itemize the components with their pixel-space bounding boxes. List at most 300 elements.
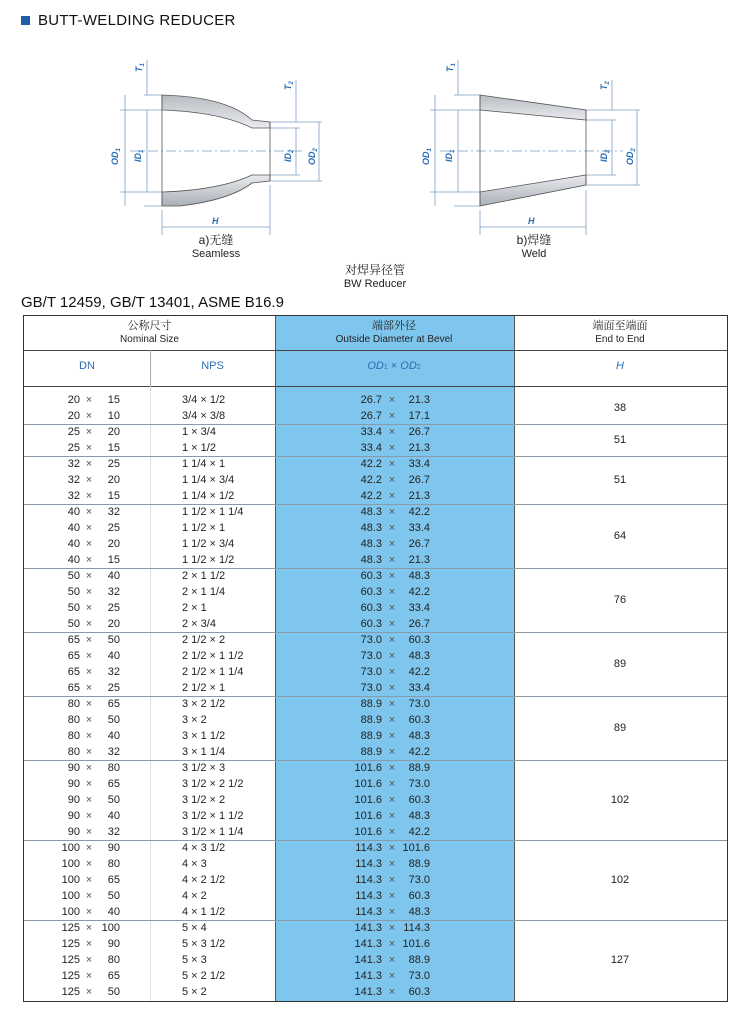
od-times: × (388, 970, 396, 982)
subheader-h (513, 360, 727, 372)
dn-minor: 10 (107, 410, 120, 422)
table-row (24, 568, 727, 584)
nps-value: 2 × 1 (182, 602, 207, 614)
bw-reducer-caption-en: BW Reducer (343, 278, 407, 290)
dn-times: × (85, 426, 93, 438)
od-times: × (388, 474, 396, 486)
od-times: × (388, 490, 396, 502)
weld-caption (474, 233, 594, 261)
nps-value: 5 × 4 (182, 922, 207, 934)
table-row (24, 920, 727, 936)
dn-major: 65 (67, 634, 80, 646)
weld-t2-label: $T_2$ (599, 81, 611, 90)
od2-value: 21.3 (408, 554, 430, 566)
nps-value: 1 1/4 × 3/4 (182, 474, 235, 486)
header-end-cn: 端面至端面 (592, 320, 648, 332)
header-divider (24, 350, 727, 351)
nps-value: 1 1/2 × 1 1/4 (182, 506, 244, 518)
dn-major: 125 (61, 922, 80, 934)
nps-value: 1 1/2 × 1 (182, 522, 226, 534)
nps-value: 4 × 3 (182, 858, 207, 870)
dn-major: 50 (67, 570, 80, 582)
subheader-od-times: × (390, 360, 398, 372)
dn-times: × (85, 858, 93, 870)
table-row (24, 680, 727, 696)
nps-value: 3/4 × 1/2 (182, 394, 226, 406)
nps-value: 3 1/2 × 2 1/2 (182, 778, 244, 790)
dn-times: × (85, 810, 93, 822)
dn-times: × (85, 650, 93, 662)
table-row (24, 984, 727, 1000)
dn-major: 40 (67, 506, 80, 518)
dn-times: × (85, 474, 93, 486)
nps-value: 2 1/2 × 1 1/4 (182, 666, 244, 678)
od2-value: 101.6 (402, 938, 430, 950)
nps-value: 3 1/2 × 2 (182, 794, 226, 806)
od1-value: 73.0 (360, 650, 382, 662)
dn-minor: 15 (107, 442, 120, 454)
od2-value: 42.2 (408, 586, 430, 598)
od2-value: 42.2 (408, 826, 430, 838)
table-row (24, 888, 727, 904)
od-times: × (388, 586, 396, 598)
dn-minor: 90 (107, 842, 120, 854)
header-od-cn: 端部外径 (372, 320, 416, 332)
od-times: × (388, 938, 396, 950)
od1-value: 26.7 (360, 410, 382, 422)
dn-times: × (85, 554, 93, 566)
subheader-divider (24, 386, 727, 387)
end-to-end-value: 102 (610, 794, 630, 806)
table-row (24, 632, 727, 648)
dn-times: × (85, 986, 93, 998)
nps-value: 4 × 2 1/2 (182, 874, 226, 886)
od2-value: 114.3 (403, 922, 430, 934)
dn-times: × (85, 602, 93, 614)
od2-value: 26.7 (408, 426, 430, 438)
od-times: × (388, 554, 396, 566)
od1-value: 33.4 (360, 426, 382, 438)
dn-major: 65 (67, 682, 80, 694)
end-to-end-value: 38 (613, 402, 627, 414)
subheader-od2: OD (400, 360, 417, 372)
dn-times: × (85, 778, 93, 790)
dn-minor: 80 (107, 762, 120, 774)
dn-times: × (85, 746, 93, 758)
dn-minor: 25 (107, 458, 120, 470)
table-row (24, 616, 727, 632)
dn-times: × (85, 586, 93, 598)
od2-value: 48.3 (408, 650, 430, 662)
od2-value: 48.3 (408, 810, 430, 822)
nps-value: 3 × 1 1/2 (182, 730, 226, 742)
od1-value: 33.4 (360, 442, 382, 454)
table-row (24, 504, 727, 520)
dn-major: 32 (67, 458, 80, 470)
subheader-h-text: H (616, 360, 624, 372)
dn-major: 80 (67, 698, 80, 710)
subheader-od (275, 360, 513, 372)
od-times: × (388, 778, 396, 790)
header-end-en: End to End (595, 334, 645, 345)
dn-minor: 65 (107, 778, 120, 790)
dn-times: × (85, 394, 93, 406)
od-times: × (388, 618, 396, 630)
weld-id1-label: $ID_1$ (444, 149, 456, 162)
dn-minor: 90 (107, 938, 120, 950)
t2-label: $T_2$ (283, 81, 295, 90)
table-row (24, 936, 727, 952)
id1-label: $ID_1$ (133, 149, 145, 162)
bw-reducer-caption (315, 263, 435, 291)
weld-reducer-drawing (418, 40, 658, 235)
od1-value: 114.3 (355, 842, 382, 854)
dn-times: × (85, 618, 93, 630)
nps-value: 5 × 2 (182, 986, 207, 998)
od1-value: 73.0 (360, 682, 382, 694)
od-times: × (388, 730, 396, 742)
od1-value: 101.6 (354, 794, 382, 806)
dn-minor: 40 (107, 570, 120, 582)
od1-value: 60.3 (360, 570, 382, 582)
od1-value: 42.2 (360, 474, 382, 486)
dn-times: × (85, 666, 93, 678)
dn-minor: 65 (107, 970, 120, 982)
dn-minor: 25 (107, 522, 120, 534)
dn-minor: 25 (107, 682, 120, 694)
subheader-od2-sub: 2 (416, 364, 421, 371)
dn-major: 100 (61, 890, 80, 902)
seamless-reducer-drawing (100, 40, 340, 235)
od1-value: 88.9 (360, 730, 382, 742)
od1-value: 141.3 (354, 986, 382, 998)
nps-value: 3 × 2 1/2 (182, 698, 226, 710)
nps-value: 2 1/2 × 1 1/2 (182, 650, 244, 662)
od1-value: 114.3 (355, 890, 382, 902)
nps-value: 3 × 2 (182, 714, 207, 726)
od1-value: 88.9 (360, 698, 382, 710)
od1-value: 73.0 (360, 666, 382, 678)
dn-major: 90 (67, 826, 80, 838)
od-times: × (388, 522, 396, 534)
od-times: × (388, 458, 396, 470)
dn-major: 100 (61, 906, 80, 918)
od-times: × (388, 986, 396, 998)
od2-value: 26.7 (408, 474, 430, 486)
nps-value: 3 1/2 × 1 1/4 (182, 826, 244, 838)
dn-times: × (85, 458, 93, 470)
dn-major: 50 (67, 586, 80, 598)
table-row (24, 968, 727, 984)
dn-times: × (85, 938, 93, 950)
dn-major: 50 (67, 602, 80, 614)
od2-value: 33.4 (408, 682, 430, 694)
od1-value: 88.9 (360, 714, 382, 726)
header-end-to-end (513, 320, 727, 346)
dn-minor: 32 (107, 826, 120, 838)
od1-value: 141.3 (354, 970, 382, 982)
seamless-caption (156, 233, 276, 261)
dn-minor: 50 (107, 714, 120, 726)
od1-value: 101.6 (354, 810, 382, 822)
end-to-end-value: 76 (613, 594, 627, 606)
dn-minor: 25 (107, 602, 120, 614)
dn-major: 125 (61, 970, 80, 982)
od-times: × (388, 394, 396, 406)
dn-times: × (85, 730, 93, 742)
header-nominal-cn: 公称尺寸 (127, 320, 172, 332)
nps-value: 4 × 1 1/2 (182, 906, 226, 918)
od-times: × (388, 954, 396, 966)
seamless-caption-en: Seamless (191, 248, 241, 260)
section-title: BUTT-WELDING REDUCER (38, 11, 236, 29)
bw-reducer-caption-cn: 对焊异径管 (344, 263, 405, 277)
end-to-end-value: 127 (610, 954, 630, 966)
dn-times: × (85, 890, 93, 902)
dn-minor: 15 (107, 394, 120, 406)
od2-value: 88.9 (408, 954, 430, 966)
nps-value: 4 × 2 (182, 890, 207, 902)
weld-caption-en: Weld (521, 248, 547, 260)
dn-major: 25 (67, 442, 80, 454)
dn-major: 40 (67, 554, 80, 566)
od1-value: 141.3 (354, 922, 382, 934)
od-times: × (388, 874, 396, 886)
dn-times: × (85, 714, 93, 726)
table-row (24, 856, 727, 872)
dn-major: 20 (67, 410, 80, 422)
header-outside-diameter (275, 320, 513, 346)
od2-value: 21.3 (408, 442, 430, 454)
dn-times: × (85, 970, 93, 982)
header-nominal-size (24, 320, 275, 346)
dn-major: 40 (67, 522, 80, 534)
subheader-dn: DN (79, 360, 95, 372)
weld-t1-label: $T_1$ (445, 63, 457, 72)
dn-minor: 15 (107, 554, 120, 566)
od-times: × (388, 906, 396, 918)
dn-minor: 80 (107, 954, 120, 966)
od-times: × (388, 794, 396, 806)
dn-times: × (85, 442, 93, 454)
od1-value: 73.0 (360, 634, 382, 646)
nps-value: 3 1/2 × 1 1/2 (182, 810, 244, 822)
dn-times: × (85, 634, 93, 646)
dn-minor: 80 (107, 858, 120, 870)
od2-value: 73.0 (408, 874, 430, 886)
od1-value: 114.3 (355, 858, 382, 870)
od1-value: 141.3 (354, 938, 382, 950)
table-row (24, 552, 727, 568)
od2-value: 17.1 (408, 410, 430, 422)
dn-times: × (85, 874, 93, 886)
dn-major: 90 (67, 762, 80, 774)
header-nominal-en: Nominal Size (120, 334, 179, 345)
dn-minor: 15 (107, 490, 120, 502)
od2-value: 88.9 (408, 858, 430, 870)
od2-value: 26.7 (408, 538, 430, 550)
nps-value: 3/4 × 3/8 (182, 410, 226, 422)
dn-times: × (85, 922, 93, 934)
table-row (24, 776, 727, 792)
nps-value: 2 × 3/4 (182, 618, 216, 630)
dn-times: × (85, 410, 93, 422)
od2-value: 73.0 (408, 778, 430, 790)
od2-value: 21.3 (408, 394, 430, 406)
dn-times: × (85, 522, 93, 534)
od1-value: 48.3 (360, 506, 382, 518)
h-label: H (212, 216, 219, 226)
dn-major: 90 (67, 778, 80, 790)
od-times: × (388, 538, 396, 550)
table-row (24, 824, 727, 840)
dn-major: 65 (67, 650, 80, 662)
end-to-end-value: 51 (613, 474, 627, 486)
table-row (24, 840, 727, 856)
weld-od2-label: $OD_2$ (625, 148, 637, 165)
dn-minor: 65 (107, 698, 120, 710)
od2-label: $OD_2$ (307, 148, 319, 165)
weld-h-label: H (528, 216, 535, 226)
od-times: × (388, 698, 396, 710)
nps-value: 2 1/2 × 2 (182, 634, 226, 646)
od-times: × (388, 762, 396, 774)
od-times: × (388, 666, 396, 678)
section-heading (21, 10, 236, 30)
nps-value: 1 1/2 × 1/2 (182, 554, 235, 566)
od1-value: 60.3 (360, 618, 382, 630)
dn-major: 90 (67, 810, 80, 822)
od-times: × (388, 570, 396, 582)
od2-value: 42.2 (408, 746, 430, 758)
dn-major: 125 (61, 954, 80, 966)
od-times: × (388, 650, 396, 662)
end-to-end-value: 51 (613, 434, 627, 446)
subheader-nps: NPS (201, 360, 224, 372)
od1-value: 42.2 (360, 490, 382, 502)
header-od-en: Outside Diameter at Bevel (335, 334, 453, 345)
od1-value: 141.3 (354, 954, 382, 966)
dn-minor: 32 (107, 506, 120, 518)
dn-major: 32 (67, 490, 80, 502)
dn-minor: 50 (107, 986, 120, 998)
dn-minor: 100 (101, 922, 120, 934)
dn-major: 100 (61, 858, 80, 870)
dn-major: 80 (67, 730, 80, 742)
od-times: × (388, 746, 396, 758)
od1-value: 48.3 (360, 554, 382, 566)
od2-value: 26.7 (408, 618, 430, 630)
od-times: × (388, 682, 396, 694)
od2-value: 48.3 (408, 906, 430, 918)
dn-major: 40 (67, 538, 80, 550)
dn-minor: 40 (107, 730, 120, 742)
dn-times: × (85, 954, 93, 966)
dn-times: × (85, 826, 93, 838)
od1-label: $OD_1$ (110, 148, 122, 165)
dn-major: 125 (61, 986, 80, 998)
od2-value: 88.9 (408, 762, 430, 774)
od2-value: 48.3 (408, 730, 430, 742)
od-times: × (388, 890, 396, 902)
dn-minor: 20 (107, 538, 120, 550)
dn-major: 50 (67, 618, 80, 630)
dn-minor: 40 (107, 650, 120, 662)
dn-minor: 32 (107, 666, 120, 678)
dn-minor: 32 (107, 586, 120, 598)
od1-value: 42.2 (360, 458, 382, 470)
od-times: × (388, 714, 396, 726)
dn-times: × (85, 842, 93, 854)
dn-times: × (85, 794, 93, 806)
reducer-dimension-table (23, 315, 728, 1002)
od2-value: 60.3 (408, 890, 430, 902)
table-row (24, 456, 727, 472)
dn-major: 80 (67, 746, 80, 758)
od1-value: 88.9 (360, 746, 382, 758)
end-to-end-value: 89 (613, 658, 627, 670)
table-row (24, 808, 727, 824)
od1-value: 26.7 (360, 394, 382, 406)
nps-value: 3 × 1 1/4 (182, 746, 226, 758)
dn-minor: 40 (107, 810, 120, 822)
subheader-od1-sub: 1 (383, 364, 388, 371)
dn-times: × (85, 682, 93, 694)
od1-value: 101.6 (354, 762, 382, 774)
dn-times: × (85, 698, 93, 710)
weld-caption-cn: b)焊缝 (516, 233, 552, 247)
seamless-caption-cn: a)无缝 (198, 233, 234, 247)
end-to-end-value: 89 (613, 722, 627, 734)
od-times: × (388, 922, 396, 934)
dn-minor: 20 (107, 426, 120, 438)
od2-value: 60.3 (408, 794, 430, 806)
od-times: × (388, 602, 396, 614)
standard-reference: GB/T 12459, GB/T 13401, ASME B16.9 (21, 294, 284, 311)
dn-minor: 50 (107, 890, 120, 902)
dn-major: 20 (67, 394, 80, 406)
od2-value: 73.0 (408, 698, 430, 710)
od-times: × (388, 810, 396, 822)
dn-major: 32 (67, 474, 80, 486)
dn-minor: 65 (107, 874, 120, 886)
dn-minor: 50 (107, 794, 120, 806)
dn-major: 65 (67, 666, 80, 678)
end-to-end-value: 64 (613, 530, 627, 542)
dn-major: 80 (67, 714, 80, 726)
od2-value: 60.3 (408, 714, 430, 726)
od1-value: 101.6 (354, 826, 382, 838)
dn-minor: 50 (107, 634, 120, 646)
od2-value: 42.2 (408, 506, 430, 518)
od2-value: 21.3 (408, 490, 430, 502)
od2-value: 42.2 (408, 666, 430, 678)
nps-value: 1 × 1/2 (182, 442, 216, 454)
dn-minor: 32 (107, 746, 120, 758)
nps-value: 2 1/2 × 1 (182, 682, 226, 694)
od2-value: 60.3 (408, 986, 430, 998)
table-row (24, 696, 727, 712)
dn-minor: 20 (107, 474, 120, 486)
od-times: × (388, 634, 396, 646)
dn-times: × (85, 906, 93, 918)
nps-value: 1 1/4 × 1 (182, 458, 226, 470)
nps-value: 1 × 3/4 (182, 426, 216, 438)
weld-id2-label: $ID_2$ (599, 149, 611, 162)
t1-label: $T_1$ (134, 63, 146, 72)
dn-major: 90 (67, 794, 80, 806)
dn-times: × (85, 570, 93, 582)
